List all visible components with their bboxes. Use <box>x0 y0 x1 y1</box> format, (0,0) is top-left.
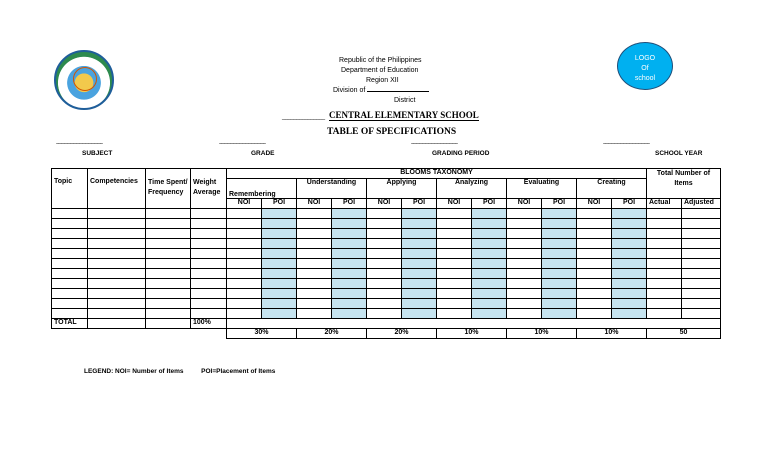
table-cell[interactable] <box>612 239 647 249</box>
table-cell[interactable] <box>577 309 612 319</box>
table-cell[interactable] <box>472 229 507 239</box>
table-cell[interactable] <box>612 309 647 319</box>
grade-label: GRADE <box>251 150 275 157</box>
division-label: Division of <box>333 87 366 94</box>
table-cell[interactable] <box>367 239 402 249</box>
table-row <box>52 259 721 269</box>
table-cell[interactable] <box>262 269 297 279</box>
noi-header: NOI <box>437 199 472 209</box>
noi-header: NOI <box>507 199 542 209</box>
table-cell[interactable] <box>507 229 542 239</box>
table-cell[interactable] <box>682 229 721 239</box>
header-division <box>333 86 429 96</box>
total-label: TOTAL <box>52 319 88 329</box>
header-region: Region XII <box>366 77 399 84</box>
table-cell[interactable] <box>146 269 191 279</box>
table-cell[interactable] <box>437 229 472 239</box>
table-cell[interactable] <box>542 289 577 299</box>
table-cell[interactable] <box>647 259 682 269</box>
table-cell[interactable] <box>542 219 577 229</box>
table-cell[interactable] <box>577 249 612 259</box>
table-cell[interactable] <box>52 269 88 279</box>
level-creating: Creating <box>577 179 647 199</box>
table-cell[interactable] <box>437 259 472 269</box>
table-cell[interactable] <box>507 259 542 269</box>
table-cell[interactable] <box>191 279 227 289</box>
table-cell[interactable] <box>647 229 682 239</box>
table-cell[interactable] <box>472 269 507 279</box>
table-cell[interactable] <box>52 299 88 309</box>
table-cell[interactable] <box>88 279 146 289</box>
table-cell[interactable] <box>297 219 332 229</box>
school-year-label: SCHOOL YEAR <box>655 150 703 157</box>
table-cell[interactable] <box>577 209 612 219</box>
table-cell[interactable] <box>367 259 402 269</box>
poi-header: POI <box>472 199 507 209</box>
table-cell[interactable] <box>647 279 682 289</box>
table-cell[interactable] <box>647 209 682 219</box>
table-cell[interactable] <box>472 249 507 259</box>
table-cell[interactable] <box>507 219 542 229</box>
table-cell[interactable] <box>577 229 612 239</box>
table-cell[interactable] <box>332 249 367 259</box>
actual-header: Actual <box>647 199 682 209</box>
total-number-of-items: 50 <box>647 329 721 339</box>
table-cell[interactable] <box>146 209 191 219</box>
school-logo-placeholder <box>617 42 673 90</box>
table-cell[interactable] <box>542 299 577 309</box>
table-cell[interactable] <box>612 299 647 309</box>
table-cell[interactable] <box>437 269 472 279</box>
table-cell[interactable] <box>332 299 367 309</box>
table-cell[interactable] <box>297 259 332 269</box>
table-cell[interactable] <box>682 239 721 249</box>
table-row <box>52 239 721 249</box>
table-cell[interactable] <box>647 289 682 299</box>
table-cell[interactable] <box>577 279 612 289</box>
table-cell[interactable] <box>88 289 146 299</box>
table-cell[interactable] <box>367 279 402 289</box>
table-cell[interactable] <box>577 289 612 299</box>
table-cell[interactable] <box>227 309 262 319</box>
table-cell[interactable] <box>88 229 146 239</box>
table-cell[interactable] <box>146 289 191 299</box>
table-cell[interactable] <box>146 219 191 229</box>
total-competencies-cell <box>88 319 146 329</box>
table-cell[interactable] <box>682 289 721 299</box>
school-year-blank: ------------------------------- <box>603 141 650 147</box>
table-cell[interactable] <box>191 249 227 259</box>
table-cell[interactable] <box>542 259 577 269</box>
table-cell[interactable] <box>577 269 612 279</box>
table-cell[interactable] <box>437 309 472 319</box>
table-cell[interactable] <box>472 309 507 319</box>
table-cell[interactable] <box>402 289 437 299</box>
total-weight: 100% <box>191 319 227 329</box>
table-cell[interactable] <box>297 229 332 239</box>
table-cell[interactable] <box>682 279 721 289</box>
table-cell[interactable] <box>297 239 332 249</box>
table-cell[interactable] <box>332 229 367 239</box>
table-cell[interactable] <box>437 289 472 299</box>
table-cell[interactable] <box>682 249 721 259</box>
blooms-taxonomy-header: BLOOMS TAXONOMY <box>227 169 647 179</box>
table-cell[interactable] <box>542 309 577 319</box>
percentage-understanding: 20% <box>297 329 367 339</box>
table-row <box>52 279 721 289</box>
table-cell[interactable] <box>332 209 367 219</box>
table-cell[interactable] <box>367 269 402 279</box>
table-cell[interactable] <box>682 259 721 269</box>
table-row <box>52 299 721 309</box>
percentage-remembering: 30% <box>227 329 297 339</box>
percentage-applying: 20% <box>367 329 437 339</box>
table-cell[interactable] <box>647 299 682 309</box>
table-cell[interactable] <box>146 229 191 239</box>
table-cell[interactable] <box>332 289 367 299</box>
table-cell[interactable] <box>577 299 612 309</box>
table-cell[interactable] <box>297 309 332 319</box>
table-cell[interactable] <box>297 209 332 219</box>
noi-header: NOI <box>577 199 612 209</box>
table-cell[interactable] <box>191 209 227 219</box>
level-applying: Applying <box>367 179 437 199</box>
school-name: CENTRAL ELEMENTARY SCHOOL <box>329 110 479 120</box>
table-cell[interactable] <box>507 249 542 259</box>
table-cell[interactable] <box>542 279 577 289</box>
table-cell[interactable] <box>402 239 437 249</box>
table-cell[interactable] <box>88 249 146 259</box>
weight-average-header: Weight Average <box>191 169 227 209</box>
adjusted-header: Adjusted <box>682 199 721 209</box>
table-cell[interactable] <box>437 299 472 309</box>
table-cell[interactable] <box>191 219 227 229</box>
division-blank <box>367 91 429 92</box>
table-row <box>52 269 721 279</box>
table-cell[interactable] <box>472 279 507 289</box>
competencies-header: Competencies <box>88 169 146 209</box>
table-cell[interactable] <box>262 219 297 229</box>
table-cell[interactable] <box>146 279 191 289</box>
table-cell[interactable] <box>507 279 542 289</box>
table-cell[interactable] <box>88 239 146 249</box>
table-cell[interactable] <box>191 239 227 249</box>
level-analyzing: Analyzing <box>437 179 507 199</box>
table-cell[interactable] <box>88 259 146 269</box>
table-cell[interactable] <box>612 249 647 259</box>
table-cell[interactable] <box>577 219 612 229</box>
table-cell[interactable] <box>507 309 542 319</box>
table-cell[interactable] <box>402 229 437 239</box>
poi-header: POI <box>612 199 647 209</box>
table-cell[interactable] <box>52 209 88 219</box>
table-cell[interactable] <box>52 309 88 319</box>
table-cell[interactable] <box>88 219 146 229</box>
header-republic: Republic of the Philippines <box>339 57 422 64</box>
table-cell[interactable] <box>146 259 191 269</box>
table-cell[interactable] <box>507 289 542 299</box>
specifications-table <box>51 168 721 339</box>
table-cell[interactable] <box>52 289 88 299</box>
table-cell[interactable] <box>402 299 437 309</box>
table-row <box>52 249 721 259</box>
table-cell[interactable] <box>88 269 146 279</box>
table-cell[interactable] <box>367 299 402 309</box>
table-cell[interactable] <box>297 279 332 289</box>
level-remembering: Remembering <box>227 179 297 199</box>
table-cell[interactable] <box>227 259 262 269</box>
table-cell[interactable] <box>146 299 191 309</box>
table-cell[interactable] <box>647 219 682 229</box>
table-cell[interactable] <box>367 209 402 219</box>
table-cell[interactable] <box>542 249 577 259</box>
table-cell[interactable] <box>332 239 367 249</box>
table-cell[interactable] <box>367 309 402 319</box>
table-cell[interactable] <box>542 209 577 219</box>
table-body <box>52 209 721 319</box>
table-cell[interactable] <box>191 299 227 309</box>
table-cell[interactable] <box>682 209 721 219</box>
table-cell[interactable] <box>612 259 647 269</box>
table-cell[interactable] <box>542 239 577 249</box>
table-cell[interactable] <box>507 209 542 219</box>
subject-blank: ------------------------------- <box>56 141 103 147</box>
table-cell[interactable] <box>612 269 647 279</box>
subject-label: SUBJECT <box>82 150 113 157</box>
grading-period-blank: ------------------------------- <box>411 141 458 147</box>
table-cell[interactable] <box>647 309 682 319</box>
table-cell[interactable] <box>402 259 437 269</box>
noi-header: NOI <box>367 199 402 209</box>
table-cell[interactable] <box>227 219 262 229</box>
header-department: Department of Education <box>341 67 419 74</box>
table-cell[interactable] <box>227 239 262 249</box>
table-cell[interactable] <box>612 229 647 239</box>
legend-poi: POI=Placement of Items <box>201 368 276 375</box>
table-cell[interactable] <box>612 209 647 219</box>
header-district: District <box>394 97 416 104</box>
table-cell[interactable] <box>297 299 332 309</box>
grade-blank: ------------------------------- <box>219 141 266 147</box>
percentage-analyzing: 10% <box>437 329 507 339</box>
table-cell[interactable] <box>52 249 88 259</box>
poi-header: POI <box>332 199 367 209</box>
table-cell[interactable] <box>437 219 472 229</box>
table-cell[interactable] <box>507 269 542 279</box>
noi-header: NOI <box>297 199 332 209</box>
table-cell[interactable] <box>437 249 472 259</box>
table-cell[interactable] <box>507 299 542 309</box>
table-cell[interactable] <box>227 279 262 289</box>
header-school <box>282 105 479 123</box>
table-cell[interactable] <box>227 299 262 309</box>
table-row <box>52 219 721 229</box>
school-blank: _______________ <box>282 114 325 120</box>
table-cell[interactable] <box>191 289 227 299</box>
table-cell[interactable] <box>437 209 472 219</box>
table-cell[interactable] <box>88 299 146 309</box>
noi-header: NOI <box>227 199 262 209</box>
table-cell[interactable] <box>367 229 402 239</box>
table-cell[interactable] <box>191 309 227 319</box>
table-cell[interactable] <box>682 219 721 229</box>
table-cell[interactable] <box>682 309 721 319</box>
table-cell[interactable] <box>367 289 402 299</box>
table-cell[interactable] <box>262 209 297 219</box>
table-cell[interactable] <box>262 309 297 319</box>
table-cell[interactable] <box>647 239 682 249</box>
table-cell[interactable] <box>332 279 367 289</box>
table-cell[interactable] <box>262 229 297 239</box>
table-cell[interactable] <box>332 259 367 269</box>
table-cell[interactable] <box>577 259 612 269</box>
table-cell[interactable] <box>88 309 146 319</box>
table-cell[interactable] <box>262 259 297 269</box>
table-cell[interactable] <box>262 279 297 289</box>
logo-line: school <box>634 75 656 82</box>
time-spent-header: Time Spent/ Frequency <box>146 169 191 209</box>
table-cell[interactable] <box>647 269 682 279</box>
table-cell[interactable] <box>612 219 647 229</box>
legend <box>84 368 275 375</box>
percentage-creating: 10% <box>577 329 647 339</box>
table-cell[interactable] <box>437 279 472 289</box>
table-cell[interactable] <box>297 269 332 279</box>
table-cell[interactable] <box>402 269 437 279</box>
table-cell[interactable] <box>647 249 682 259</box>
table-row <box>52 309 721 319</box>
table-cell[interactable] <box>146 309 191 319</box>
table-cell[interactable] <box>88 209 146 219</box>
table-cell[interactable] <box>191 229 227 239</box>
table-cell[interactable] <box>507 239 542 249</box>
page-title: TABLE OF SPECIFICATIONS <box>327 127 457 137</box>
table-cell[interactable] <box>472 239 507 249</box>
table-cell[interactable] <box>191 269 227 279</box>
table-cell[interactable] <box>146 249 191 259</box>
spacer-cell <box>52 329 227 339</box>
table-cell[interactable] <box>227 289 262 299</box>
table-cell[interactable] <box>402 209 437 219</box>
table-cell[interactable] <box>262 289 297 299</box>
grading-period-label: GRADING PERIOD <box>432 150 490 157</box>
table-cell[interactable] <box>577 239 612 249</box>
table-cell[interactable] <box>52 229 88 239</box>
table-cell[interactable] <box>367 219 402 229</box>
table-cell[interactable] <box>472 209 507 219</box>
table-cell[interactable] <box>402 249 437 259</box>
table-cell[interactable] <box>472 219 507 229</box>
total-time-cell <box>146 319 191 329</box>
table-cell[interactable] <box>146 239 191 249</box>
table-cell[interactable] <box>682 269 721 279</box>
logo-line: LOGO <box>634 55 656 62</box>
table-cell[interactable] <box>227 249 262 259</box>
total-empty-cell <box>227 319 721 329</box>
table-cell[interactable] <box>367 249 402 259</box>
table-cell[interactable] <box>437 239 472 249</box>
logo-line: Of <box>641 65 649 72</box>
table-cell[interactable] <box>297 249 332 259</box>
table-cell[interactable] <box>262 249 297 259</box>
table-cell[interactable] <box>52 239 88 249</box>
table-cell[interactable] <box>227 269 262 279</box>
table-cell[interactable] <box>472 289 507 299</box>
poi-header: POI <box>402 199 437 209</box>
level-understanding: Understanding <box>297 179 367 199</box>
table-cell[interactable] <box>262 299 297 309</box>
table-cell[interactable] <box>191 259 227 269</box>
table-cell[interactable] <box>262 239 297 249</box>
table-cell[interactable] <box>297 289 332 299</box>
division-seal <box>54 50 114 110</box>
table-row <box>52 229 721 239</box>
table-row <box>52 209 721 219</box>
table-cell[interactable] <box>472 259 507 269</box>
table-cell[interactable] <box>612 289 647 299</box>
table-cell[interactable] <box>332 219 367 229</box>
table-row <box>52 289 721 299</box>
table-cell[interactable] <box>52 279 88 289</box>
table-cell[interactable] <box>52 259 88 269</box>
table-cell[interactable] <box>682 299 721 309</box>
table-cell[interactable] <box>402 279 437 289</box>
table-cell[interactable] <box>612 279 647 289</box>
table-cell[interactable] <box>472 299 507 309</box>
table-cell[interactable] <box>542 269 577 279</box>
legend-noi: LEGEND: NOI= Number of Items <box>84 368 184 375</box>
table-cell[interactable] <box>332 309 367 319</box>
total-items-header: Total Number of Items <box>647 169 721 199</box>
table-cell[interactable] <box>402 219 437 229</box>
poi-header: POI <box>262 199 297 209</box>
topic-header: Topic <box>52 169 88 209</box>
table-cell[interactable] <box>227 209 262 219</box>
table-cell[interactable] <box>227 229 262 239</box>
table-cell[interactable] <box>332 269 367 279</box>
table-cell[interactable] <box>402 309 437 319</box>
level-evaluating: Evaluating <box>507 179 577 199</box>
poi-header: POI <box>542 199 577 209</box>
percentage-evaluating: 10% <box>507 329 577 339</box>
table-cell[interactable] <box>542 229 577 239</box>
table-cell[interactable] <box>52 219 88 229</box>
